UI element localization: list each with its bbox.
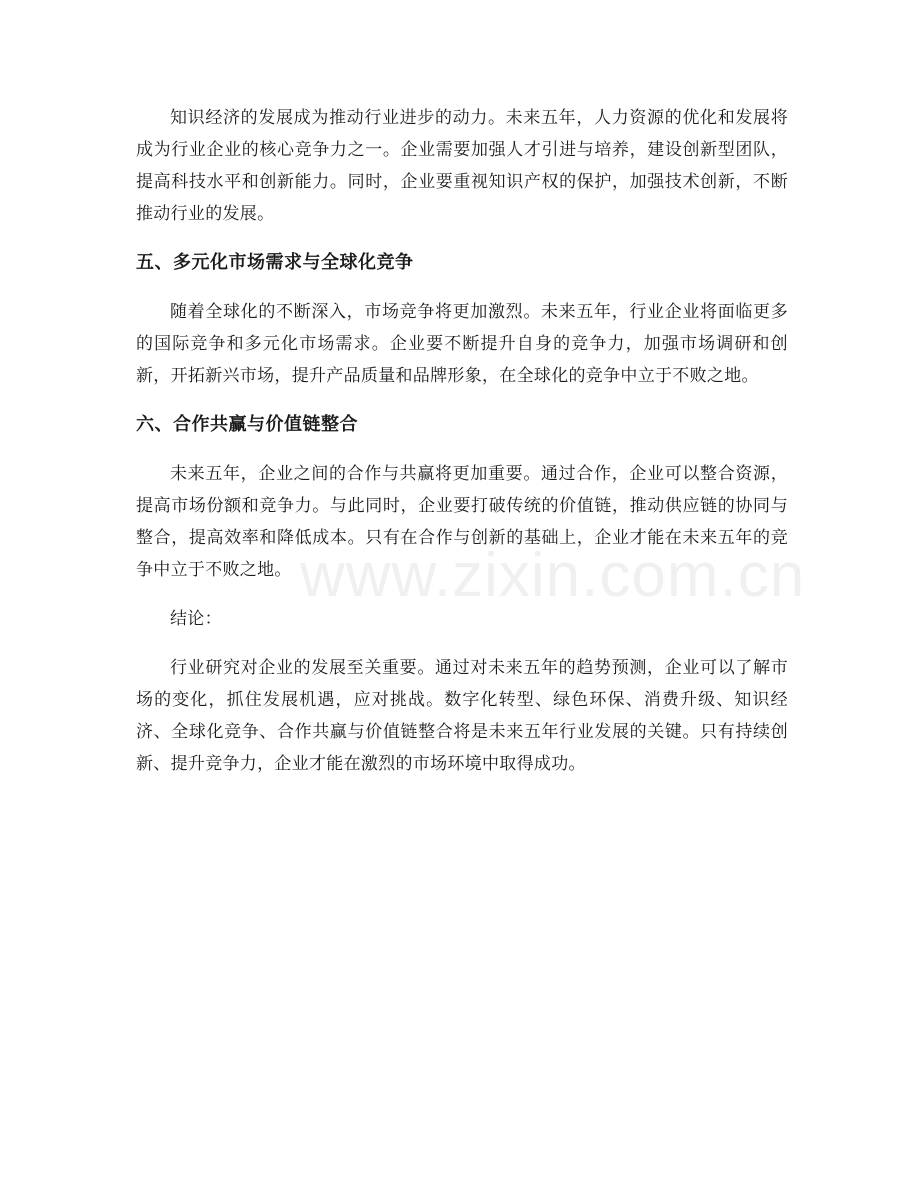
paragraph-conclusion: 行业研究对企业的发展至关重要。通过对未来五年的趋势预测，企业可以了解市场的变化，抓住发展机遇，应对挑战。数字化转型、绿色环保、消费升级、知识经济、全球化竞争、合作共赢与价值链整合将是未来五年行业发展的关键。只有持续创新、提升竞争力，企业才能在激烈的市场环境中取得成功。 [136,658,788,774]
paragraph-cooperation: 未来五年，企业之间的合作与共赢将更加重要。通过合作，企业可以整合资源，提高市场份额和竞争力。与此同时，企业要打破传统的价值链，推动供应链的协同与整合，提高效率和降低成本。只有在合作与创新的基础上，企业才能在未来五年的竞争中立于不败之地。 [136,464,788,580]
document-body [136,102,788,797]
paragraph-knowledge-economy: 知识经济的发展成为推动行业进步的动力。未来五年，人力资源的优化和发展将成为行业企业的核心竞争力之一。企业需要加强人才引进与培养，建设创新型团队，提高科技水平和创新能力。同时，企业要重视知识产权的保护，加强技术创新，不断推动行业的发展。 [136,108,788,224]
section-heading-6: 六、合作共赢与价值链整合 [136,414,358,435]
conclusion-label: 结论： [170,609,222,629]
section-heading-5: 五、多元化市场需求与全球化竞争 [136,252,414,273]
paragraph-globalization: 随着全球化的不断深入，市场竞争将更加激烈。未来五年，行业企业将面临更多的国际竞争和多元化市场需求。企业要不断提升自身的竞争力，加强市场调研和创新，开拓新兴市场，提升产品质量和品牌形象，在全球化的竞争中立于不败之地。 [136,302,788,386]
watermark: www.zixin.com.cn [300,541,806,610]
